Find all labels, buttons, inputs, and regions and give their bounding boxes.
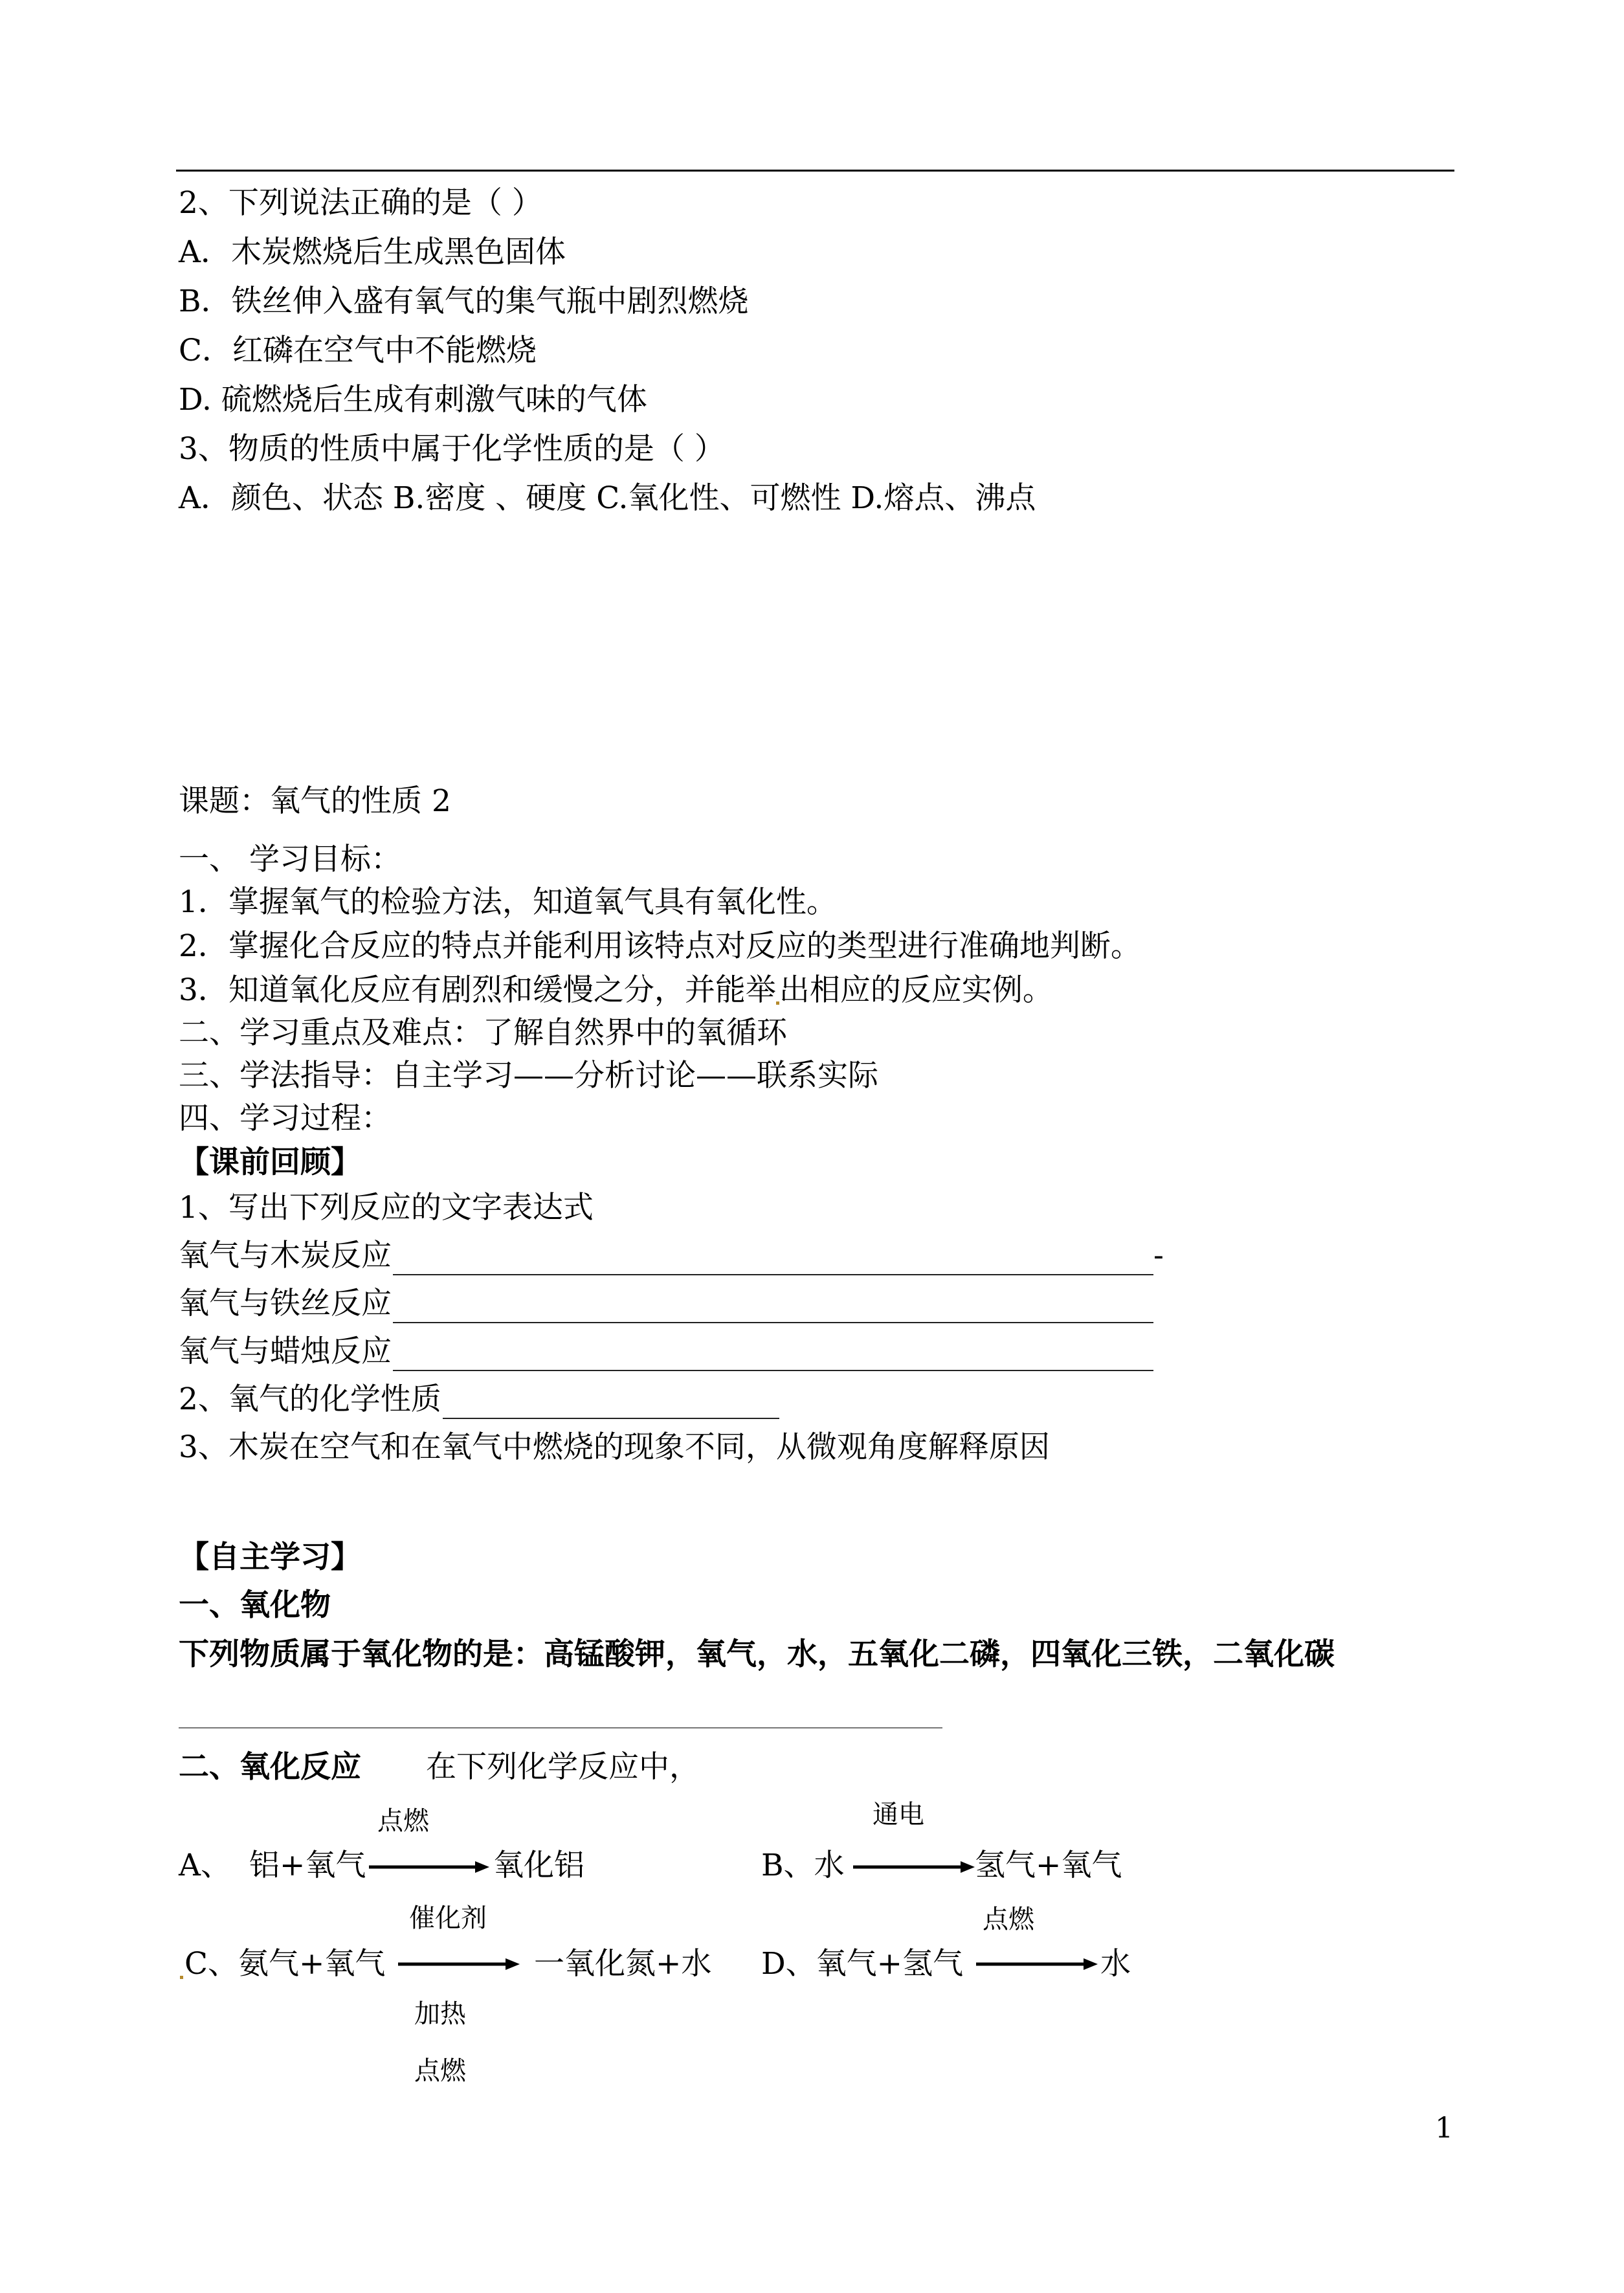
review-item-candle bbox=[179, 1332, 1153, 1371]
learning-goals-heading: 一、 学习目标： bbox=[179, 842, 401, 877]
reaction-c-label: C、氨气+氧气 bbox=[184, 1946, 386, 1982]
review-question-3: 3、木炭在空气和在氧气中燃烧的现象不同，从微观角度解释原因 bbox=[179, 1429, 1050, 1465]
answer-blank bbox=[393, 1290, 1153, 1323]
review-item-charcoal bbox=[179, 1236, 1164, 1275]
review-heading: 【课前回顾】 bbox=[179, 1145, 361, 1180]
reaction-d-label: D、氧气+氢气 bbox=[761, 1946, 964, 1982]
oxidation-intro: 在下列化学反应中， bbox=[426, 1749, 700, 1785]
reaction-d-product: 水 bbox=[1100, 1946, 1131, 1982]
reaction-a-product: 氧化铝 bbox=[493, 1848, 584, 1883]
review-item-iron-wire bbox=[179, 1284, 1153, 1323]
reaction-b-condition: 通电 bbox=[873, 1800, 924, 1829]
learning-goal-2: 2．掌握化合反应的特点并能利用该特点对反应的类型进行准确地判断。 bbox=[179, 928, 1141, 964]
oxidation-section bbox=[179, 1748, 700, 1787]
reaction-a-label: A、 bbox=[179, 1848, 231, 1883]
oxides-heading: 一、氧化物 bbox=[179, 1587, 331, 1623]
key-points: 二、学习重点及难点：了解自然界中的氧循环 bbox=[179, 1015, 787, 1051]
review-question-2-label: 2、氧气的化学性质 bbox=[179, 1381, 441, 1417]
reaction-a-condition: 点燃 bbox=[377, 1806, 429, 1836]
lesson-title: 课题：氧气的性质 2 bbox=[179, 783, 451, 819]
oxidation-heading: 二、氧化反应 bbox=[179, 1749, 361, 1785]
question-2-option-b: B．铁丝伸入盛有氧气的集气瓶中剧烈燃烧 bbox=[179, 284, 749, 319]
oxides-question: 下列物质属于氧化物的是：高锰酸钾，氧气，水，五氧化二磷，四氧化三铁，二氧化碳 bbox=[179, 1637, 1335, 1672]
question-2-option-c: C．红磷在空气中不能燃烧 bbox=[179, 333, 537, 368]
answer-line bbox=[179, 1727, 942, 1728]
reaction-c-product: 一氧化氮+水 bbox=[534, 1946, 712, 1982]
stray-mark bbox=[180, 1976, 183, 1979]
reaction-c-condition-top: 催化剂 bbox=[409, 1903, 487, 1933]
question-2-option-d: D. 硫燃烧后生成有刺激气味的气体 bbox=[179, 382, 647, 418]
reaction-b-label: B、水 bbox=[761, 1848, 845, 1883]
review-item-charcoal-tail: - bbox=[1153, 1238, 1164, 1273]
question-3-options: A．颜色、状态 B.密度 、硬度 C.氧化性、可燃性 D.熔点、沸点 bbox=[179, 480, 1036, 516]
reaction-b-arrow-icon bbox=[853, 1861, 975, 1874]
review-item-iron-wire-label: 氧气与铁丝反应 bbox=[179, 1286, 392, 1321]
question-2-option-a: A．木炭燃烧后生成黑色固体 bbox=[179, 234, 566, 270]
reaction-a-arrow-icon bbox=[369, 1861, 489, 1874]
learning-goal-3 bbox=[179, 971, 1053, 1010]
learning-goal-3-part-1: 3．知道氧化反应有剧烈和缓慢之分，并能举 bbox=[179, 972, 776, 1008]
reaction-d-condition: 点燃 bbox=[983, 1905, 1034, 1934]
review-question-2 bbox=[179, 1380, 779, 1419]
reaction-c-arrow-icon bbox=[398, 1958, 520, 1971]
header-rule bbox=[176, 170, 1454, 172]
learning-goal-1: 1．掌握氧气的检验方法，知道氧气具有氧化性。 bbox=[179, 884, 837, 920]
page-number: 1 bbox=[1435, 2112, 1453, 2145]
reaction-c-condition-bottom: 加热 bbox=[414, 1999, 466, 2029]
question-3-stem: 3、物质的性质中属于化学性质的是（ ） bbox=[179, 431, 725, 467]
reaction-d-arrow-icon bbox=[976, 1958, 1098, 1971]
review-item-candle-label: 氧气与蜡烛反应 bbox=[179, 1334, 392, 1369]
reaction-a-reactants: 铝+氧气 bbox=[249, 1848, 366, 1883]
learning-process-heading: 四、学习过程： bbox=[179, 1101, 392, 1136]
review-question-1: 1、写出下列反应的文字表达式 bbox=[179, 1190, 594, 1225]
review-item-charcoal-label: 氧气与木炭反应 bbox=[179, 1238, 392, 1273]
reaction-b-product: 氢气+氧气 bbox=[975, 1848, 1122, 1883]
learning-goal-3-part-2: 出相应的反应实例。 bbox=[779, 972, 1053, 1008]
answer-blank bbox=[443, 1385, 779, 1419]
self-study-heading: 【自主学习】 bbox=[179, 1539, 361, 1575]
answer-blank bbox=[393, 1242, 1153, 1275]
question-2-stem: 2、下列说法正确的是（ ） bbox=[179, 185, 542, 221]
learning-method: 三、学法指导：自主学习——分析讨论——联系实际 bbox=[179, 1058, 878, 1093]
answer-blank bbox=[393, 1337, 1153, 1371]
stray-condition: 点燃 bbox=[414, 2056, 466, 2086]
